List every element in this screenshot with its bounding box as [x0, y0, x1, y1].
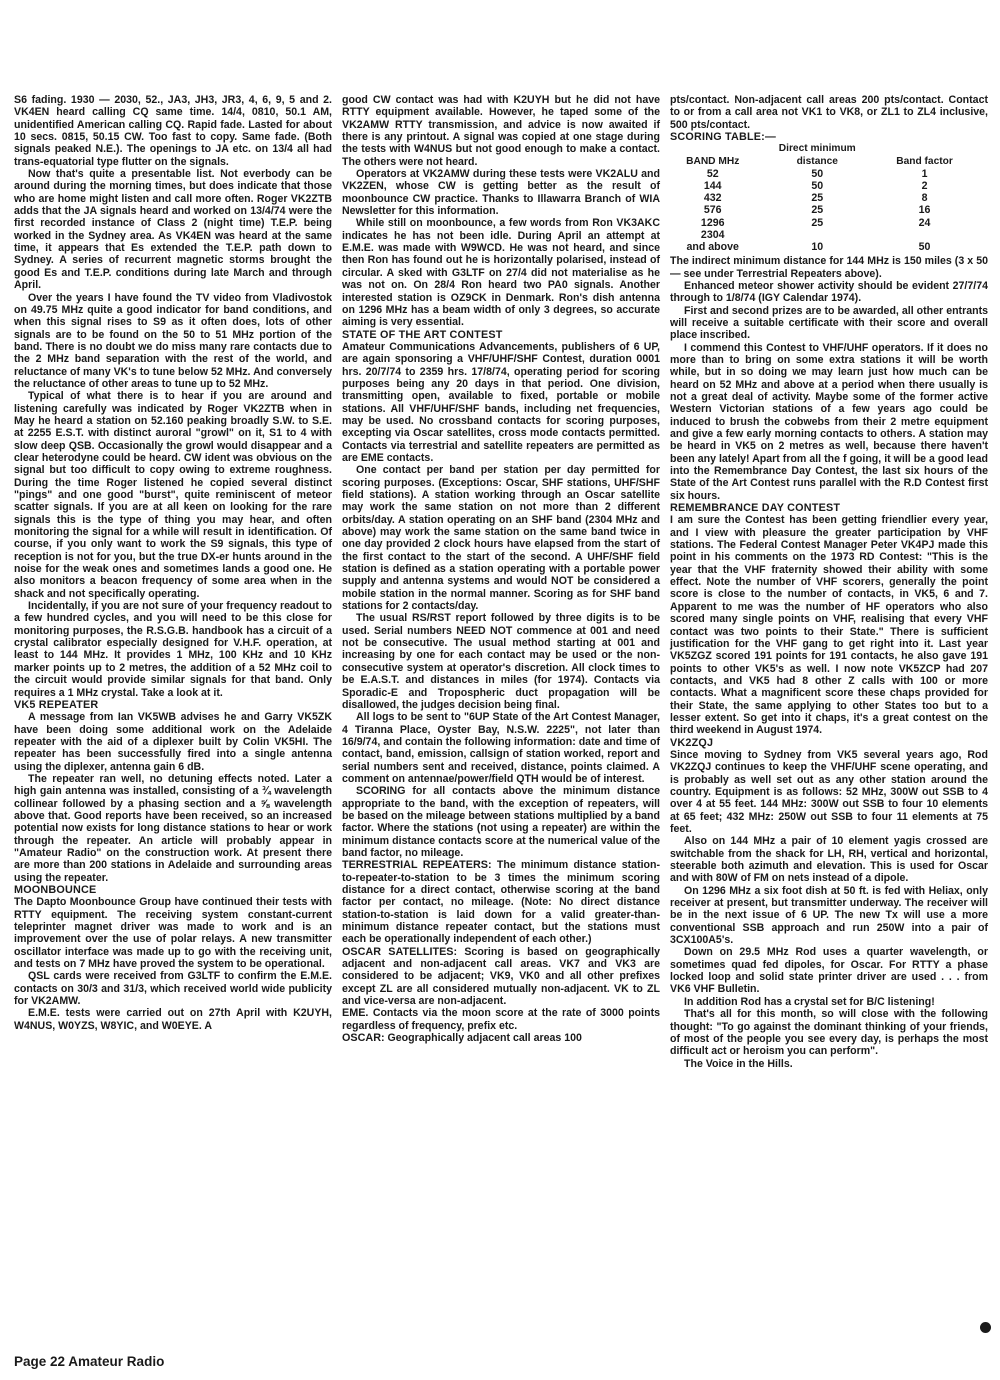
paragraph: One contact per band per station per day permitted for scoring purposes. (Exceptions: Oscar, SHF stations, UHF/SHF field stations). A station working through an Oscar satellite may work the same station on not more than 2 different orbits/day. A station operating on an SHF band (2304 MHz and above) may work the same station on the same band twice in one day provided 2 clock hours have elapsed from the start of the first contact to the start of the second. A UHF/SHF field station is defined as a station operating with a portable power supply and antenna systems and would NOT be considered a mobile station in the normal manner. Scoring as for SHF band stations for 2 contacts/day. — [342, 464, 660, 613]
table-cell: 144 — [703, 179, 722, 192]
table-cell: 16 — [918, 204, 931, 217]
paragraph: While still on moonbounce, a few words from Ron VK3AKC indicates he has not been idle. During April an attempt at E.M.E. was made with W9WCD. He was not heard, and since then Ron has found out he is horizontally polarised, instead of circular. A sked with G3LTF on 27/4 did not materialise as he was not on. On 28/4 Ron heard two PA0 signals. Another interested station is OZ9CK in Denmark. Ron's dish antenna on 1296 MHz has a beam width of only 3 degrees, so accurate aiming is very essential. — [342, 217, 660, 329]
table-cell: 2304 — [700, 228, 725, 241]
paragraph: Also on 144 MHz a pair of 10 element yagis crossed are switchable from the shack for LH, RH, vertical and horizontal, steerable both azimuth and elevation. This is used for Oscar and with 80W of FM on nets instead of a dipole. — [670, 835, 988, 885]
table-cell: 52 — [706, 167, 719, 180]
table-cell: 2 — [921, 179, 928, 192]
table-cell: 25 — [811, 216, 824, 229]
column-1 — [14, 94, 332, 1032]
scoring-table — [670, 143, 970, 253]
section-heading-vk2zqj: VK2ZQJ — [670, 736, 714, 749]
table-header-direct-minimum: Direct minimum — [778, 143, 856, 155]
page-number: Page 22 — [14, 1354, 66, 1369]
column-3 — [670, 94, 988, 1070]
table-cell: 576 — [703, 204, 722, 217]
table-row — [670, 204, 970, 216]
table-cell: 50 — [811, 179, 824, 192]
table-cell — [879, 229, 970, 241]
paragraph: Amateur Communications Advancements, publishers of 6 UP, are again sponsoring a VHF/UHF/SHF Contest, duration 0001 hrs. 20/7/74 to 2359 hrs. 17/8/74, operating period for scoring purposes being any 20 days in that period. One division, transmitting open, available to fixed, portable or mobile stations. All VHF/UHF/SHF bands, including net frequencies, may be used. No crossband contacts for scoring purposes, excepting via Oscar satellites, cross mode contacts permitted. Contacts via terrestrial and satellite repeaters are permitted as are EME contacts. — [342, 340, 660, 464]
page-footer — [14, 1354, 164, 1369]
paragraph: The usual RS/RST report followed by three digits is to be used. Serial numbers NEED NOT commence at 001 and need not be consecutive. The usual method starting at 001 and increasing by one for each contact may be used or the non-consecutive system at operator's discretion. All clock times to be E.A.S.T. and distances in miles (for 1974). Contacts via Sporadic-E and Tropospheric duct propagation will be disallowed, the judges decision being final. — [342, 612, 660, 711]
paragraph: SCORING for all contacts above the minimum distance appropriate to the band, with the exception of repeaters, will be based on the mileage between stations multiplied by a band factor. Where the stations (not using a repeater) are within the minimum distance contacts score at the numerical value of the band factor, no mileage. — [342, 785, 660, 859]
table-row — [670, 168, 970, 180]
paragraph: Since moving to Sydney from VK5 several years ago, Rod VK2ZQJ continues to keep the VHF/UHF scene operating, and is probably as well set out as any other station around the country. Equipment is as follows: 52 MHz, 300W out SSB to 4 over 4 at 55 feet. 144 MHz: 300W out SSB to four 10 elements at 65 feet; 432 MHz: 250W out SSB to four 11 elements at 75 feet. — [670, 748, 988, 836]
table-cell: 10 — [811, 241, 824, 253]
magazine-title: Amateur Radio — [68, 1354, 165, 1369]
table-cell: 50 — [811, 167, 824, 180]
paragraph: Now that's quite a presentable list. Not everbody can be around during the morning times, but does indicate that those who are home might listen and call more often. Roger VK2ZTB adds that the JA signals heard and worked on 13/4/74 were the first recorded instance of Class 2 (night time) T.E.P. being worked in the Sydney area. As VK4EN was heard at the same time, it appears that Es extended the T.E.P. path down to Sydney. A series of recurrent magnetic storms brought the good Es and T.E.P. conditions during late March and through April. — [14, 168, 332, 292]
table-cell: 8 — [921, 192, 928, 205]
table-cell: 25 — [811, 204, 824, 217]
paragraph-text: Contacts via the moon score at the rate of 3000 points regardless of frequency, prefix etc. — [342, 1007, 660, 1032]
paragraph: QSL cards were received from G3LTF to confirm the E.M.E. contacts on 30/3 and 31/3, which received world wide publicity for VK2AMW. — [14, 970, 332, 1008]
section-heading-scoring-table: SCORING TABLE:— — [670, 131, 776, 144]
table-row — [670, 241, 970, 253]
section-heading-vk5-repeater: VK5 REPEATER — [14, 698, 99, 711]
paragraph: pts/contact. Non-adjacent call areas 200 pts/contact. Contact to or from a call area not VK1 to VK8, or ZL1 to ZL4 inclusive, 500 pts/contact. — [670, 94, 988, 131]
paragraph: S6 fading. 1930 — 2030, 52., JA3, JH3, JR3, 4, 6, 9, 5 and 2. VK4EN heard calling CQ same time. 14/4, 0810, 50.1 AM, unidentified American calling CQ. Rapid fade. Lasted for about 10 secs. 0815, 50.15 CW. Too fast to copy. Same fade. (Both signals peaked N.E.). The openings to JA etc. on 13/4 all had trans-equatorial type flutter on the signals. — [14, 94, 332, 168]
section-heading-remembrance-day: REMEMBRANCE DAY CONTEST — [670, 502, 841, 515]
table-row — [670, 229, 970, 241]
table-header-band: BAND MHz — [686, 155, 740, 167]
paragraph: All logs to be sent to "6UP State of the Art Contest Manager, 4 Tiranna Place, Oyster Bay, N.S.W. 2225", not later than 16/9/74, and contain the following information: date and time of contact, band, emission, callsign of station worked, report and serial numbers sent and received, distance, points claimed. A comment on antennae/power/field QTH would be of interest. — [342, 711, 660, 785]
paragraph: Over the years I have found the TV video from Vladivostok on 49.75 MHz quite a good indicator for band conditions, and when this signal rises to S9 as it often does, lots of other signals are to be found on the 50 to 51 MHz portion of the band. There is no doubt we do miss many rare contacts due to the 2 MHz band separation with the rest of the world, and reluctance of many VK's to tune below 52 MHz. And conversely the reluctance of other areas to tune up to 52 MHz. — [14, 291, 332, 390]
inline-heading-eme: EME. — [342, 1007, 369, 1020]
paragraph: good CW contact was had with K2UYH but he did not have RTTY equipment available. However, he taped some of the VK2AMW RTTY transmission, and advice is now awaited if there is any printout. A signal was copied at one stage during the tests with W4NUS but not good enough to make a contact. The others were not heard. — [342, 94, 660, 168]
paragraph-text: Scoring is based on geographically adjacent and non-adjacent call areas. VK7 and VK3 are considered to be adjacent; VK9, VK0 and all other prefixes except ZL are all considered mutually non-adjacent. VK to ZL and vice-versa are non-adjacent. — [342, 945, 660, 1008]
paragraph-signoff: The Voice in the Hills. — [684, 1057, 793, 1070]
paragraph: Down on 29.5 MHz Rod uses a quarter wavelength, or sometimes quad fed dipoles, for Oscar. For RTTY a phase locked loop and solid state printer driver are used . . . from VK6 VHF Bulletin. — [670, 946, 988, 996]
inline-heading-oscar: OSCAR: — [342, 1032, 385, 1045]
table-row — [670, 192, 970, 204]
inline-heading-terrestrial-repeaters: TERRESTRIAL REPEATERS: — [342, 859, 492, 872]
table-cell: 50 — [918, 241, 931, 253]
table-row — [670, 180, 970, 192]
paragraph-text: Geographically adjacent call areas 100 — [387, 1032, 582, 1045]
table-cell — [755, 229, 879, 241]
paragraph: First and second prizes are to be awarded, all other entrants will receive a suitable certificate with their score and overall place inscribed. — [670, 304, 988, 342]
paragraph: Enhanced meteor shower activity should be evident 27/7/74 through to 1/8/74 (IGY Calendar 1974). — [670, 279, 988, 305]
end-of-article-bullet-icon — [980, 1322, 991, 1333]
paragraph: The indirect minimum distance for 144 MHz is 150 miles (3 x 50 — see under Terrestrial Repeaters above). — [670, 255, 988, 280]
paragraph: That's all for this month, so will close with the following thought: "To go against the dominant thinking of your friends, of most of the people you see every day, is perhaps the most difficult act or heroism you can perform". — [670, 1008, 988, 1058]
paragraph-text: The minimum distance station-to-repeater-to-station to be 3 times the minimum scoring distance for a direct contact, otherwise scoring at the band factor per contact, no mileage. (Note: No direct distance station-to-station is laid down for a valid greater-than-minimum distance repeater contact, but the stations must each be operationally independent of each other.) — [342, 859, 661, 946]
table-row — [670, 217, 970, 229]
table-cell: and above — [686, 241, 739, 253]
table-header-factor: Band factor — [896, 155, 953, 167]
paragraph: Incidentally, if you are not sure of your frequency readout to a few hundred cycles, and you will need to be this close for monitoring purposes, the R.S.G.B. handbook has a circuit of a crystal calibrator especially designed for V.H.F. operation, at least to 144 MHz. It provides 1 MHz, 100 KHz and 10 KHz marker points up to 2 metres, the addition of a 52 MHz coil to the circuit would provide similar signals for that band. Only requires a 1 MHz crystal. Take a look at it. — [14, 600, 332, 699]
table-header-distance: distance — [796, 155, 838, 167]
paragraph: I am sure the Contest has been getting friendlier every year, and I view with pleasure the greater participation by VHF stations. The Federal Contest Manager Peter VK4PJ made this point in his comments on the 1973 RD Contest: "This is the year that the VHF fraternity showed their ability with some effect. Note the number of VHF scorers, generally the point score is close to the number of contacts, in VK5, 6 and 7. Apparent to me was the number of HF operators who also scored many single points on VHF, realising that every VHF contact was two points to their State." There is sufficient justification for the VHF gang to get right into it. Last year VK5ZGZ scored 191 points for 191 contacts, he also gave 191 points to other VK5's as well. I now note VK5ZCP had 207 contacts, and VK5 had 8 other Z calls with 100 or more contacts. What a magnificent score these chaps provided for their State, the same applying to other States too but to a lesser extent. So get into it chaps, it's a great contest on the third weekend in August 1974. — [670, 514, 988, 737]
paragraph: I commend this Contest to VHF/UHF operators. If it does no more than to bring on some extra stations it will be worth while, but in so doing we may learn just how much can be heard on 52 MHz and above at a period when there usually is not a great deal of activity. Maybe some of the former active Western Victorian stations of a few years ago could be induced to brush the cobwebs from their 2 metre equipment and give a few early morning contacts to others. A station may be heard in VK5 on 2 metres as well, because there haven't been any lately! Apart from all the f going, it will be a good lead into the Remembrance Day Contest, the last six hours of the State of the Art Contest runs parallel with the R.D Contest first six hours. — [670, 341, 988, 502]
paragraph: Operators at VK2AMW during these tests were VK2ALU and VK2ZEN, whose CW is getting better as the result of moonbounce CW practice. Thanks to Illawarra Branch of WIA Newsletter for this information. — [342, 168, 660, 218]
table-cell: 24 — [918, 216, 931, 229]
table-cell: 1296 — [700, 216, 725, 229]
column-2 — [342, 94, 660, 1044]
paragraph: In addition Rod has a crystal set for B/C listening! — [684, 995, 935, 1008]
paragraph: The repeater ran well, no detuning effects noted. Later a high gain antenna was installed, consisting of a ¾ wavelength collinear followed by a phasing section and a ⅝ wavelength above that. Good reports have been received, so an increased potential now exists for long distance stations to hear or work through the repeater. An article will probably appear in "Amateur Radio" on the construction work. At present there are more than 200 stations in Adelaide and surrounding areas using the repeater. — [14, 772, 332, 884]
paragraph: E.M.E. tests were carried out on 27th April with K2UYH, W4NUS, W0YZS, W8YIC, and W0EYE. A — [14, 1007, 332, 1032]
section-heading-moonbounce: MOONBOUNCE — [14, 884, 97, 896]
table-header-blank — [670, 143, 755, 155]
inline-heading-oscar-satellites: OSCAR SATELLITES: — [342, 945, 458, 958]
table-cell: 25 — [811, 192, 824, 205]
table-cell: 432 — [703, 192, 722, 205]
paragraph: A message from Ian VK5WB advises he and Garry VK5ZK have been doing some additional work on the Adelaide repeater with the aid of a diplexer built by Colin VK5HI. The repeater has been successfully fired into a single antenna using the diplexer, antenna gain 6 dB. — [14, 711, 332, 773]
paragraph: The Dapto Moonbounce Group have continued their tests with RTTY equipment. The receiving system constant-current teleprinter magnet driver was made to work and is an improvement over the use of polar relays. A new transmitter oscillator interface was made up to go with the receiving unit, and tests on 7 MHz have proved the system to be operational. — [14, 896, 332, 971]
table-header-blank — [879, 143, 970, 155]
table-cell: 1 — [921, 167, 928, 180]
paragraph: Typical of what there is to hear if you are around and listening carefully was indicated by Roger VK2ZTB when in May he heard a station on 52.160 peaking broadly S.W. to S.E. at 2255 E.S.T. with distinct auroral "growl" on it, S1 to 4 with slow deep QSB. Occasionally the growl would disappear and a clear heterodyne could be heard. CW ident was obvious on the signal but too difficult to copy owing to extreme roughness. During the time Roger listened he copied several distinct "pings" and one good "burst", quite reminiscent of meteor scatter signals. If you are at all keen on looking for the rare signals this is the type of thing you may hear, and often monitoring the signal for a while will result in identification. Of course, if you only want to work the S9 signals, this type of reception is not for you, but the true DX-er hunts around in the noise for the weak ones and sometimes lands a good one. He also monitors a beacon frequency of some area when in the shack and not specifically operating. — [14, 390, 332, 600]
section-heading-state-of-the-art: STATE OF THE ART CONTEST — [342, 328, 503, 341]
paragraph: On 1296 MHz a six foot dish at 50 ft. is fed with Heliax, only receiver at present, but transmitter underway. The receiver will be in the next issue of 6 UP. The new Tx will use a more conventional SSB approach and run 250W into a pair of 3CX100A5's. — [670, 884, 988, 947]
